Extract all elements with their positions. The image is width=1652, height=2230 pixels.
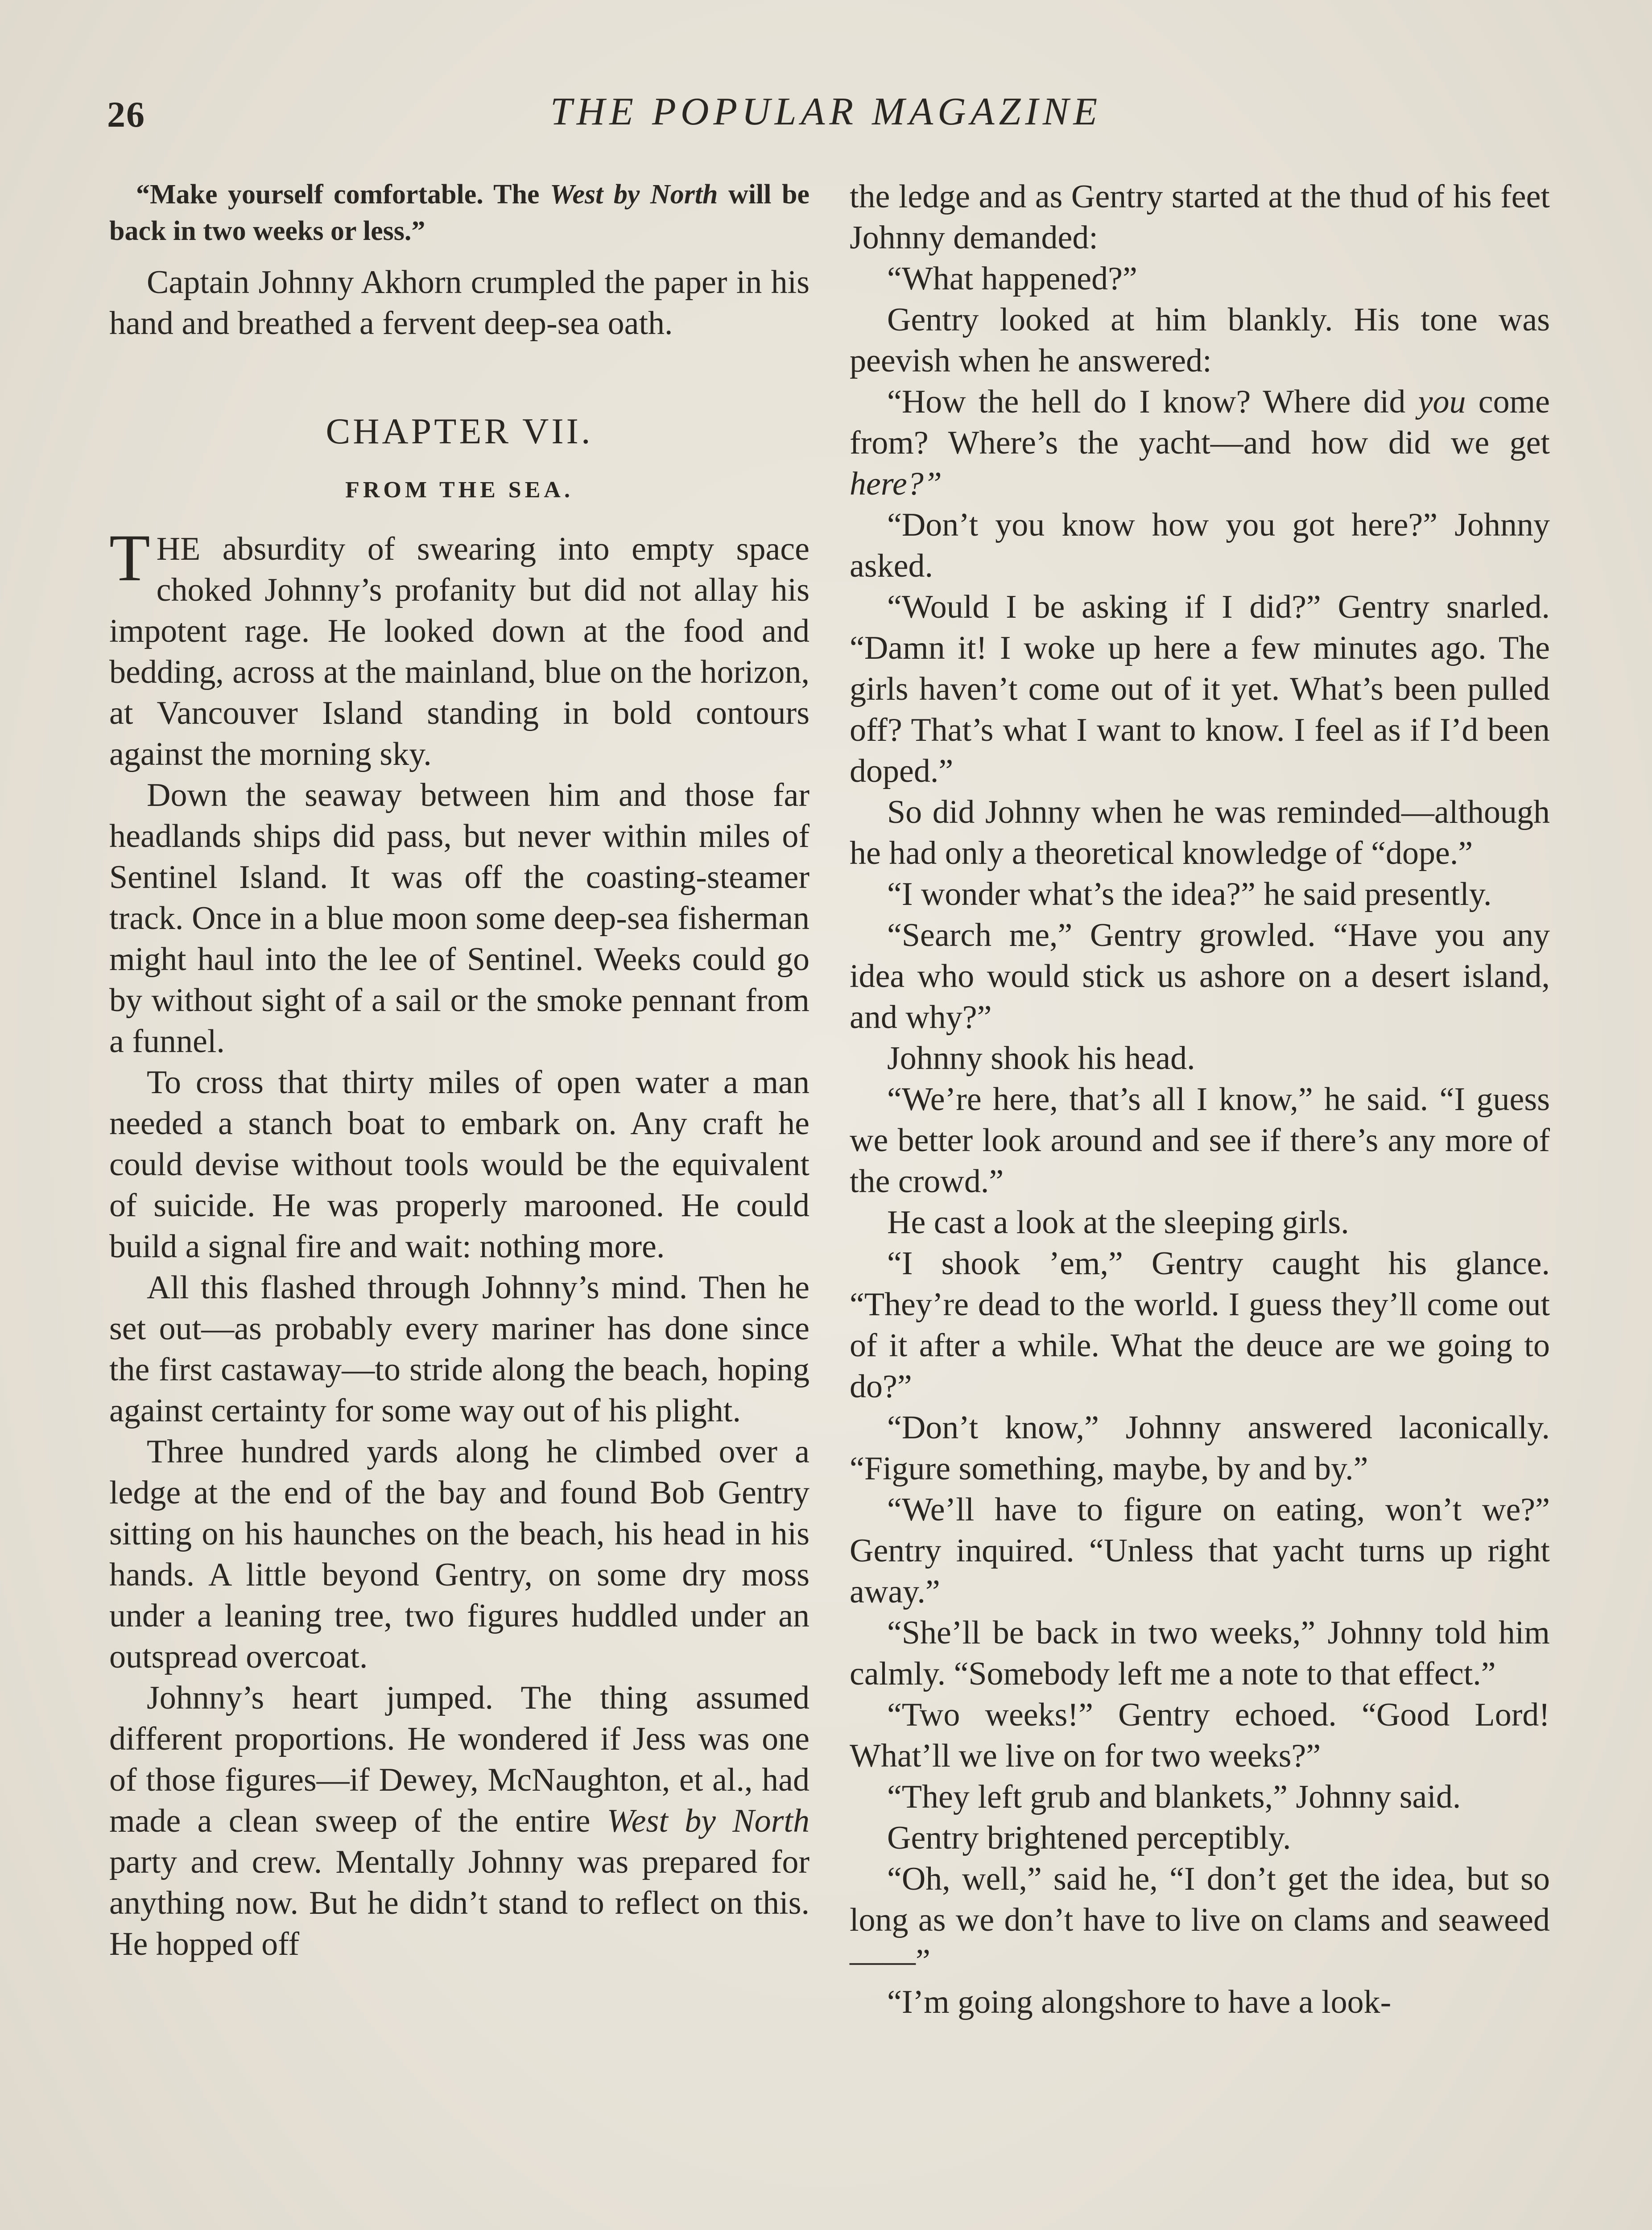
paragraph: Gentry brightened perceptibly. [887,1820,1291,1856]
paragraph: “How the hell do I know? Where did you come from? Where’s the yacht—and how did we get here?” [850,384,1550,502]
page-header [107,89,1545,147]
paragraph: Gentry looked at him blankly. His tone was peevish when he answered: [850,301,1550,379]
paragraph: Johnny shook his head. [887,1040,1195,1077]
paragraph: “I wonder what’s the idea?” he said presently. [887,876,1492,913]
paragraph: All this flashed through Johnny’s mind. Then he set out—as probably every mariner has done since the first castaway—to stride along the beach, hoping against certainty for some way out of his plight. [109,1269,809,1429]
paragraph: “Search me,” Gentry growled. “Have you any idea who would stick us ashore on a desert island, and why?” [850,917,1550,1036]
paragraph: So did Johnny when he was reminded—although he had only a theoretical knowledge of “dope.” [850,794,1550,871]
paragraph: Three hundred yards along he climbed over a ledge at the end of the bay and found Bob Gentry sitting on his haunches on the beach, his head in his hands. A little beyond Gentry, on some dry moss under a leaning tree, two figures huddled under an outspread overcoat. [109,1433,809,1675]
paragraph: Johnny’s heart jumped. The thing assumed different proportions. He wondered if Jess was one of those figures—if Dewey, McNaughton, et al., had made a clean sweep of the entire West by North party and crew. Mentally Johnny was prepared for anything now. But he didn’t stand to reflect on this. He hopped off [109,1680,809,1962]
paragraph: the ledge and as Gentry started at the thud of his feet Johnny demanded: [850,178,1550,256]
paragraph: “Would I be asking if I did?” Gentry snarled. “Damn it! I woke up here a few minutes ago. The girls haven’t come out of it yet. What’s been pulled off? That’s what I want to know. I feel as if I’d been doped.” [850,589,1550,789]
paragraph: Captain Johnny Akhorn crumpled the paper in his hand and breathed a fervent deep-sea oath. [109,264,809,342]
paragraph: “Don’t know,” Johnny answered laconically. “Figure something, maybe, by and by.” [850,1409,1550,1487]
running-head: THE POPULAR MAGAZINE [550,90,1102,133]
paragraph: “We’ll have to figure on eating, won’t we?” Gentry inquired. “Unless that yacht turns up right away.” [850,1491,1550,1610]
paragraph: Down the seaway between him and those far headlands ships did pass, but never within miles of Sentinel Island. It was off the coasting-steamer track. Once in a blue moon some deep-sea fisherman might haul into the lee of Sentinel. Weeks could go by without sight of a sail or the smoke pennant from a funnel. [109,777,809,1060]
paragraph: THE absurdity of swearing into empty space choked Johnny’s profanity but did not allay his impotent rage. He looked down at the food and bedding, across at the mainland, blue on the horizon, at Vancouver Island standing in bold contours against the morning sky. [109,521,809,772]
drop-cap: T [109,521,150,595]
paragraph: “What happened?” [887,260,1137,297]
paragraph: “I’m going alongshore to have a look- [887,1984,1392,2020]
chapter-title: CHAPTER VII. [326,411,593,451]
paragraph: “I shook ’em,” Gentry caught his glance. “They’re dead to the world. I guess they’ll come out of it after a while. What the deuce are we going to do?” [850,1245,1550,1405]
paragraph: “Oh, well,” said he, “I don’t get the idea, but so long as we don’t have to live on clams and seaweed——” [850,1861,1550,1979]
paragraph: “Two weeks!” Gentry echoed. “Good Lord! What’ll we live on for two weeks?” [850,1697,1550,1774]
page-number: 26 [107,94,145,135]
paragraph: “She’ll be back in two weeks,” Johnny told him calmly. “Somebody left me a note to that effect.” [850,1615,1550,1692]
right-column [850,176,1550,2023]
paragraph: To cross that thirty miles of open water a man needed a stanch boat to embark on. Any craft he could devise without tools would be the equivalent of suicide. He was properly marooned. He could build a signal fire and wait: nothing more. [109,1064,809,1265]
chapter-subtitle: FROM THE SEA. [345,477,574,503]
left-column [109,176,809,1965]
note-quote: “Make yourself comfortable. The West by North will be back in two weeks or less.” [109,179,810,246]
paragraph: He cast a look at the sleeping girls. [887,1204,1349,1241]
paragraph: “We’re here, that’s all I know,” he said. “I guess we better look around and see if there’s any more of the crowd.” [850,1081,1550,1200]
paragraph: “They left grub and blankets,” Johnny said. [887,1779,1461,1815]
paragraph: “Don’t you know how you got here?” Johnny asked. [850,507,1550,584]
